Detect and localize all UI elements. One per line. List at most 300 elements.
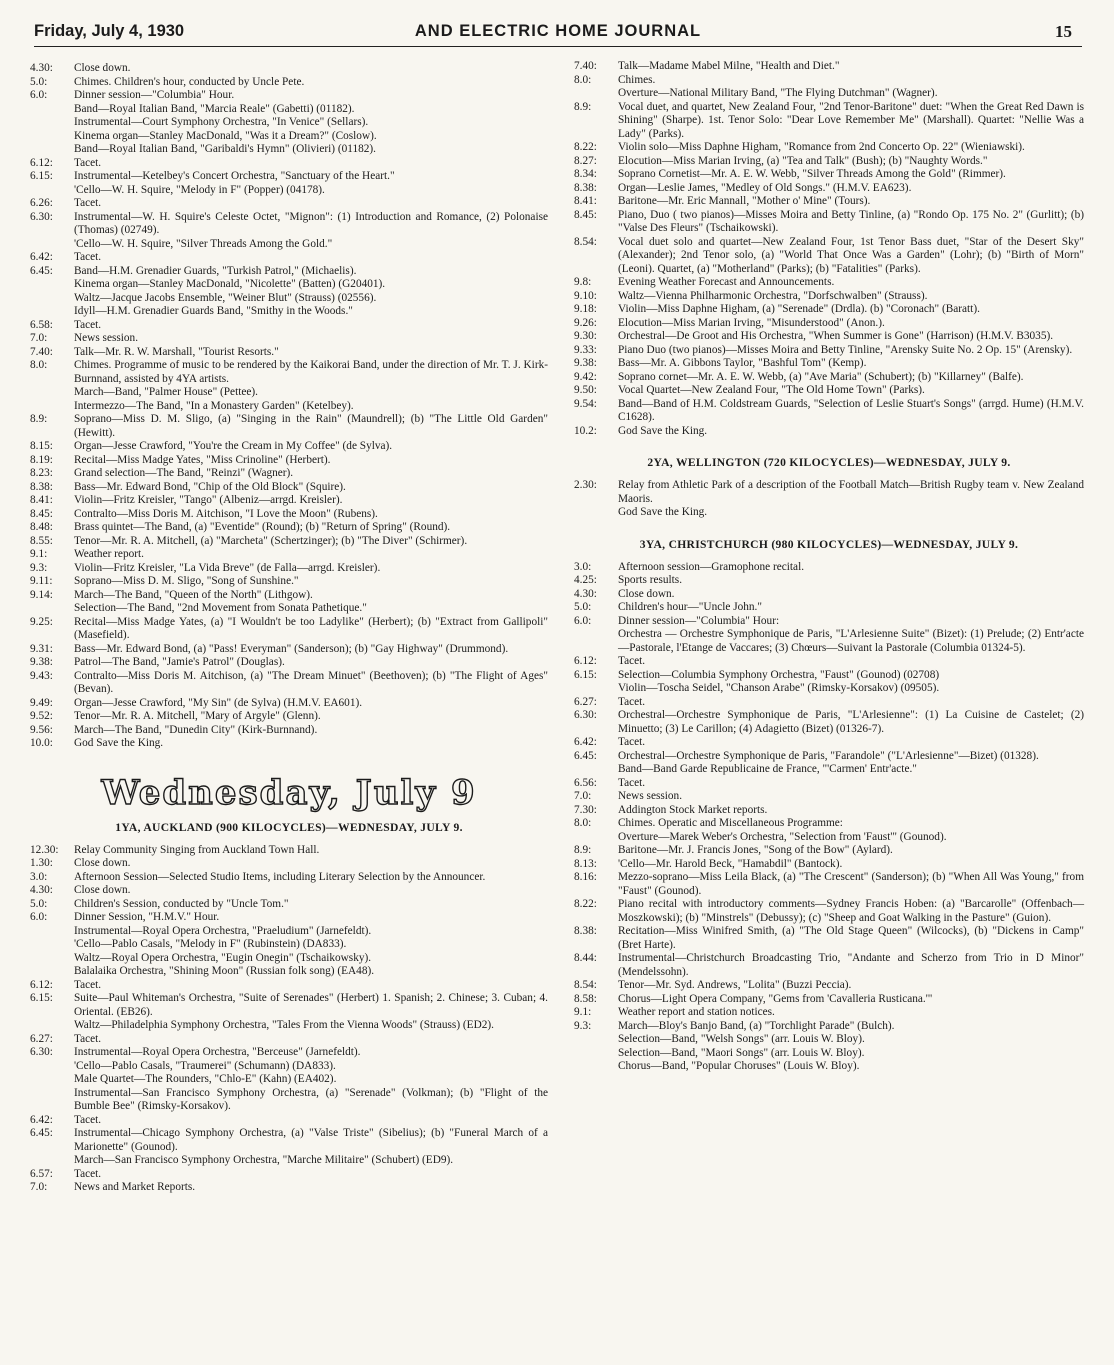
entry-line: Suite—Paul Whiteman's Orchestra, "Suite of Serenades" (Herbert) 1. Spanish; 2. Chinese; 3. Cuban; 4. Oriental. (EB26).	[74, 992, 551, 1018]
entry-line: Soprano Cornetist—Mr. A. E. W. Webb, "Silver Threads Among the Gold" (Rimmer).	[618, 168, 1006, 180]
entry-line: Evening Weather Forecast and Announcements.	[618, 276, 835, 288]
entry-line: Selection—Band, "Maori Songs" (arr. Louis W. Bloy).	[618, 1046, 865, 1059]
entry-line: Close down.	[74, 62, 131, 74]
program-entry	[574, 74, 1084, 101]
entry-line: News session.	[618, 790, 683, 802]
program-entry	[574, 952, 1087, 979]
program-list-1ya	[30, 843, 551, 1195]
program-entry	[30, 589, 548, 616]
entry-time: 6.42:	[30, 251, 53, 263]
entry-time: 9.1:	[30, 548, 48, 560]
program-entry	[574, 588, 1084, 602]
entry-line: Tacet.	[74, 318, 102, 331]
entry-line: Intermezzo—The Band, "In a Monastery Garden" (Ketelbey).	[74, 399, 354, 412]
entry-time: 8.41:	[574, 195, 597, 207]
entry-line: Bass—Mr. A. Gibbons Taylor, "Bashful Tom" (Kemp).	[618, 357, 867, 369]
entry-line: Bass—Mr. Edward Bond, "Chip of the Old Block" (Squire).	[74, 480, 346, 493]
program-entry	[30, 494, 548, 508]
entry-time: 8.22:	[574, 141, 597, 153]
entry-time: 5.0:	[30, 897, 48, 910]
entry-time: 6.58:	[30, 318, 53, 331]
entry-time: 9.1:	[574, 1006, 592, 1018]
entry-line: Talk—Mr. R. W. Marshall, "Tourist Resorts."	[74, 345, 279, 358]
entry-line: Weather report and station notices.	[618, 1006, 775, 1018]
entry-time: 7.0:	[30, 332, 48, 344]
program-entry	[30, 669, 551, 697]
entry-line: Orchestra — Orchestre Symphonique de Paris, "L'Arlesienne Suite" (Bizet): (1) Prelude; (2) Entr'acte—Pastorale, l'Etange de Vaccares; (3) Chœurs—Suivant la Pastorale (Columbia 01324-5).	[618, 628, 1084, 654]
entry-line: Dinner session—"Columbia" Hour:	[618, 614, 780, 627]
entry-time: 9.42:	[574, 370, 597, 383]
entry-time: 8.45:	[30, 507, 53, 520]
entry-time: 8.55:	[30, 534, 53, 547]
program-entry	[30, 979, 548, 993]
entry-time: 8.38:	[574, 181, 597, 194]
program-entry	[574, 357, 1084, 371]
program-entry	[574, 993, 1084, 1007]
entry-line: Organ—Jesse Crawford, "You're the Cream in My Coffee" (de Sylva).	[74, 440, 393, 452]
program-entry	[574, 195, 1084, 209]
entry-line: Bass—Mr. Edward Bond, (a) "Pass! Everyman" (Sanderson); (b) "Gay Highway" (Drummond).	[74, 642, 509, 655]
program-entry	[30, 548, 548, 562]
entry-time: 9.25:	[30, 615, 53, 628]
entry-line: Talk—Madame Mabel Milne, "Health and Diet."	[618, 60, 840, 72]
program-entry	[574, 425, 1084, 439]
program-entry	[574, 844, 1084, 858]
entry-time: 6.56:	[574, 776, 597, 789]
entry-time: 8.58:	[574, 992, 597, 1005]
entry-line: Soprano—Miss D. M. Sligo, "Song of Sunshine."	[74, 575, 299, 587]
program-entry	[30, 454, 548, 468]
entry-line: Tacet.	[74, 1113, 102, 1126]
entry-time: 9.38:	[574, 357, 597, 369]
program-entry	[30, 844, 548, 858]
entry-line: Tacet.	[618, 655, 646, 667]
page-number: 15	[1055, 22, 1072, 41]
program-entry	[574, 276, 1084, 290]
journal-title: AND ELECTRIC HOME JOURNAL	[414, 22, 702, 40]
entry-time: 6.45:	[30, 264, 53, 277]
entry-line: Dinner session—"Columbia" Hour.	[74, 89, 235, 101]
program-entry	[30, 615, 551, 643]
entry-time: 9.52:	[30, 710, 53, 722]
program-entry	[30, 575, 548, 589]
entry-time: 9.3:	[574, 1019, 592, 1032]
entry-time: 6.30:	[30, 210, 53, 223]
entry-line: Weather report.	[74, 548, 144, 560]
entry-line: Violin—Miss Daphne Higham, (a) "Serenade" (Drdla). (b) "Coronach" (Baratt).	[618, 303, 980, 315]
entry-time: 7.40:	[574, 60, 597, 72]
program-entry	[30, 521, 548, 535]
program-entry	[30, 197, 548, 211]
entry-line: 'Cello—Mr. Harold Beck, "Hamabdil" (Bantock).	[618, 857, 843, 870]
entry-line: God Save the King.	[618, 424, 708, 437]
entry-time: 9.14:	[30, 588, 53, 601]
program-entry	[574, 696, 1084, 710]
entry-time: 6.30:	[574, 709, 597, 721]
entry-line: Tacet.	[74, 978, 102, 991]
entry-line: Close down.	[618, 587, 675, 600]
entry-line: Chorus—Band, "Popular Choruses" (Louis W. Bloy).	[618, 1060, 860, 1072]
entry-line: Relay from Athletic Park of a description of the Football Match—British Rugby team v. New Zealand Maoris.	[618, 479, 1087, 505]
entry-time: 9.3:	[30, 561, 48, 574]
entry-time: 8.45:	[574, 208, 597, 221]
entry-line: Close down.	[74, 884, 131, 896]
entry-time: 8.54:	[574, 235, 597, 248]
program-entry	[30, 508, 548, 522]
entry-time: 6.45:	[30, 1127, 53, 1139]
entry-time: 9.31:	[30, 642, 53, 655]
entry-line: Band—Royal Italian Band, "Garibaldi's Hymn" (Olivieri) (01182).	[74, 143, 376, 155]
entry-line: Instrumental—Christchurch Broadcasting Trio, "Andante and Scherzo from Trio in D Minor" (Mendelssohn).	[618, 952, 1087, 978]
station-heading-1ya: 1YA, AUCKLAND (900 KILOCYCLES)—WEDNESDAY, JULY 9.	[115, 820, 463, 834]
entry-line: Band—Band Garde Republicaine de France, "'Carmen' Entr'acte."	[618, 763, 917, 775]
program-entry	[30, 697, 548, 711]
program-entry	[574, 384, 1084, 398]
program-entry	[574, 750, 1084, 777]
program-entry	[574, 817, 1084, 844]
entry-line: 'Cello—Pablo Casals, "Melody in F" (Rubinstein) (DA833).	[74, 938, 347, 950]
program-entry	[574, 330, 1084, 344]
entry-time: 2.30:	[574, 479, 597, 491]
entry-line: Baritone—Mr. J. Francis Jones, "Song of the Bow" (Aylard).	[618, 844, 893, 856]
entry-line: Waltz—Jacque Jacobs Ensemble, "Weiner Blut" (Strauss) (02556).	[74, 291, 377, 304]
program-entry	[30, 710, 548, 724]
program-entry	[574, 790, 1084, 804]
entry-time: 4.25:	[574, 574, 597, 586]
program-entry	[574, 1006, 1084, 1020]
entry-time: 8.9:	[574, 100, 592, 113]
entry-line: Waltz—Vienna Philharmonic Orchestra, "Dorfschwalben" (Strauss).	[618, 289, 928, 302]
entry-line: Soprano—Miss D. M. Sligo, (a) "Singing in the Rain" (Maundrell); (b) "The Little Old Garden" (Hewitt).	[74, 413, 551, 439]
program-entry	[574, 168, 1084, 182]
program-entry	[30, 737, 548, 751]
entry-time: 9.18:	[574, 303, 597, 315]
entry-line: Selection—The Band, "2nd Movement from Sonata Pathetique."	[74, 602, 367, 614]
program-entry	[574, 479, 1087, 520]
entry-time: 9.10:	[574, 289, 597, 302]
program-entry	[574, 155, 1084, 169]
program-entry	[574, 141, 1084, 155]
entry-time: 3.0:	[30, 870, 48, 883]
program-entry	[30, 656, 548, 670]
entry-line: Orchestral—Orchestre Symphonique de Paris, "L'Arlesienne": (1) La Cuisine de Castelet; (2) Minuetto; (3) Le Carillon; (4) Adagietto (Bizet) (01326-7).	[618, 709, 1087, 735]
entry-time: 9.56:	[30, 723, 53, 736]
program-entry	[30, 319, 548, 333]
entry-time: 9.11:	[30, 575, 53, 587]
program-entry	[30, 89, 548, 157]
entry-time: 6.27:	[30, 1032, 53, 1045]
entry-line: Vocal duet solo and quartet—New Zealand Four, 1st Tenor Bass duet, "Star of the Desert Sky" (Alexander); 2nd Tenor solo, (a) "World That Once Was a Garden" (Lohr); (b) "Birth of Morn" (Leoni). Quartet, (a) "Motherland" (Parks); (b) "Fatalities" (Parks).	[618, 235, 1087, 275]
entry-line: Instrumental—Royal Opera Orchestra, "Praeludium" (Jarnefeldt).	[74, 924, 372, 937]
entry-time: 10.0:	[30, 737, 53, 749]
entry-time: 6.12:	[574, 655, 597, 667]
program-entry	[30, 210, 551, 252]
program-entry	[30, 481, 548, 495]
program-entry	[574, 979, 1084, 993]
entry-line: Overture—National Military Band, "The Flying Dutchman" (Wagner).	[618, 87, 938, 99]
program-entry	[574, 898, 1084, 925]
entry-line: Brass quintet—The Band, (a) "Eventide" (Round); (b) "Return of Spring" (Round).	[74, 521, 451, 533]
entry-line: Tacet.	[618, 736, 646, 748]
entry-time: 7.0:	[30, 1181, 48, 1193]
entry-line: News session.	[74, 332, 139, 344]
program-entry	[30, 1127, 551, 1168]
entry-line: Piano recital with introductory comments—Sydney Francis Hoben: (a) "Barcarolle" (Offenbach—Moszkowski); (b) "Minstrels" (Debussy); (c) "Sheep and Goat Walking in the Pasture" (Guion).	[618, 898, 1084, 924]
entry-line: Violin—Toscha Seidel, "Chanson Arabe" (Rimsky-Korsakov) (09505).	[618, 682, 940, 694]
entry-line: Tacet.	[618, 776, 646, 789]
program-entry	[574, 777, 1084, 791]
entry-time: 12.30:	[30, 843, 59, 856]
entry-time: 8.34:	[574, 168, 597, 180]
entry-line: Selection—Band, "Welsh Songs" (arr. Louis W. Bloy).	[618, 1033, 865, 1045]
program-list-4ya	[30, 62, 551, 751]
program-entry	[30, 265, 548, 319]
entry-time: 8.54:	[574, 979, 597, 991]
program-entry	[30, 157, 548, 171]
entry-line: Chorus—Light Opera Company, "Gems from 'Cavalleria Rusticana.'"	[618, 992, 933, 1005]
entry-line: March—Bloy's Banjo Band, (a) "Torchlight Parade" (Bulch).	[618, 1019, 895, 1032]
right-column	[574, 60, 1087, 1074]
program-entry	[574, 871, 1087, 898]
entry-time: 8.9:	[30, 413, 48, 425]
program-entry	[30, 898, 548, 912]
entry-line: Tacet.	[74, 1032, 102, 1045]
station-heading-3ya: 3YA, CHRISTCHURCH (980 KILOCYCLES)—WEDNESDAY, JULY 9.	[639, 537, 1019, 551]
entry-time: 5.0:	[574, 601, 592, 613]
program-entry	[30, 76, 548, 90]
entry-time: 6.26:	[30, 197, 53, 209]
entry-line: Male Quartet—The Rounders, "Chlo-E" (Kahn) (EA402).	[74, 1073, 337, 1085]
entry-line: Chimes.	[618, 73, 656, 86]
program-entry	[574, 317, 1084, 331]
entry-time: 8.19:	[30, 453, 53, 466]
program-entry	[574, 303, 1084, 317]
entry-time: 9.26:	[574, 316, 597, 329]
entry-line: Organ—Jesse Crawford, "My Sin" (de Sylva) (H.M.V. EA601).	[74, 696, 363, 709]
entry-line: Vocal Quartet—New Zealand Four, "The Old Home Town" (Parks).	[618, 384, 925, 396]
program-entry	[574, 371, 1084, 385]
program-entry	[30, 857, 548, 871]
program-entry	[574, 100, 1087, 142]
entry-time: 4.30:	[30, 62, 53, 74]
entry-line: 'Cello—W. H. Squire, "Melody in F" (Popper) (04178).	[74, 183, 325, 196]
entry-time: 8.27:	[574, 154, 597, 167]
program-entry	[574, 858, 1084, 872]
entry-time: 9.50:	[574, 384, 597, 396]
entry-time: 8.44:	[574, 952, 597, 964]
entry-line: Children's hour—"Uncle John."	[618, 601, 762, 613]
entry-time: 6.15:	[574, 668, 597, 681]
entry-time: 7.40:	[30, 345, 53, 358]
entry-line: Band—Royal Italian Band, "Marcia Reale" (Gabetti) (01182).	[74, 102, 355, 115]
entry-line: Tenor—Mr. Syd. Andrews, "Lolita" (Buzzi Peccia).	[618, 979, 852, 991]
entry-line: Selection—Columbia Symphony Orchestra, "Faust" (Gounod) (02708)	[618, 668, 940, 681]
program-entry	[30, 359, 548, 413]
program-entry	[574, 804, 1084, 818]
entry-line: March—Band, "Palmer House" (Pettee).	[74, 386, 258, 398]
program-entry	[30, 1114, 548, 1128]
entry-time: 6.27:	[574, 695, 597, 708]
entry-time: 6.15:	[30, 170, 53, 182]
program-entry	[30, 467, 548, 481]
entry-time: 6.30:	[30, 1046, 53, 1058]
program-entry	[574, 60, 1084, 74]
entry-line: 'Cello—W. H. Squire, "Silver Threads Among the Gold."	[74, 237, 333, 250]
entry-time: 8.38:	[30, 480, 53, 493]
program-entry	[30, 884, 548, 898]
program-list-2ya	[574, 479, 1087, 520]
entry-line: Orchestral—Orchestre Symphonique de Paris, "Farandole" ("L'Arlesienne"—Bizet) (01328).	[618, 749, 1039, 762]
entry-time: 8.23:	[30, 467, 53, 479]
entry-time: 8.13:	[574, 857, 597, 870]
entry-line: Violin—Fritz Kreisler, "Tango" (Albeniz—arrgd. Kreisler).	[74, 494, 343, 506]
page-header	[34, 20, 1082, 47]
entry-time: 8.41:	[30, 494, 53, 506]
program-entry	[30, 1181, 548, 1195]
program-entry	[574, 561, 1084, 575]
entry-time: 6.42:	[574, 736, 597, 748]
entry-time: 9.43:	[30, 669, 53, 682]
entry-time: 6.15:	[30, 992, 53, 1004]
program-entry	[30, 62, 548, 76]
entry-time: 5.0:	[30, 75, 48, 88]
entry-time: 8.22:	[574, 898, 597, 910]
entry-line: Organ—Leslie James, "Medley of Old Songs." (H.M.V. EA623).	[618, 181, 912, 194]
entry-line: Tacet.	[74, 197, 102, 209]
entry-time: 9.8:	[574, 276, 592, 288]
program-entry	[30, 251, 548, 265]
program-entry	[30, 1033, 548, 1047]
entry-line: Tacet.	[74, 251, 102, 263]
entry-line: Recital—Miss Madge Yates, (a) "I Wouldn't be too Ladylike" (Herbert); (b) "Extract from Gallipoli" (Masefield).	[74, 615, 551, 641]
entry-time: 8.9:	[574, 844, 592, 856]
program-entry	[30, 440, 548, 454]
program-entry	[574, 601, 1084, 615]
entry-line: Waltz—Royal Opera Orchestra, "Eugin Onegin" (Tschaikowsky).	[74, 951, 372, 964]
entry-line: 'Cello—Pablo Casals, "Traumerei" (Schumann) (DA833).	[74, 1059, 336, 1072]
program-entry	[574, 574, 1084, 588]
program-entry	[574, 290, 1084, 304]
entry-line: Kinema organ—Stanley MacDonald, "Nicolette" (Batten) (G20401).	[74, 278, 386, 290]
entry-time: 10.2:	[574, 424, 597, 437]
program-entry	[574, 344, 1084, 358]
entry-time: 9.30:	[574, 330, 597, 342]
entry-line: March—The Band, "Queen of the North" (Lithgow).	[74, 588, 313, 601]
entry-time: 6.45:	[574, 749, 597, 762]
entry-time: 6.0:	[30, 89, 48, 101]
entry-line: March—San Francisco Symphony Orchestra, "Marche Militaire" (Schubert) (ED9).	[74, 1154, 454, 1166]
entry-line: Tacet.	[74, 1167, 102, 1180]
entry-time: 7.30:	[574, 803, 597, 816]
entry-line: Vocal duet, and quartet, New Zealand Four, "2nd Tenor-Baritone" duet: "When the Great Red Dawn is Shining" (Sharpe). 1st. Tenor Solo: "Dear Love Remember Me" (Marshall). Quartet: "Nellie Was a Lady" (Parks).	[618, 100, 1087, 140]
entry-line: Contralto—Miss Doris M. Aitchison, "I Love the Moon" (Rubens).	[74, 507, 378, 520]
entry-line: Tacet.	[74, 156, 102, 169]
entry-line: Addington Stock Market reports.	[618, 803, 768, 816]
program-entry	[30, 413, 551, 440]
entry-line: Baritone—Mr. Eric Mannall, "Mother o' Mine" (Tours).	[618, 195, 871, 207]
entry-line: Tenor—Mr. R. A. Mitchell, (a) "Marcheta" (Schertzinger); (b) "The Diver" (Schirmer).	[74, 534, 468, 547]
entry-line: Afternoon session—Gramophone recital.	[618, 560, 805, 573]
entry-time: 8.0:	[30, 359, 48, 371]
entry-line: Elocution—Miss Marian Irving, "Misunderstood" (Anon.).	[618, 316, 885, 329]
entry-time: 6.57:	[30, 1167, 53, 1180]
entry-time: 3.0:	[574, 560, 592, 573]
program-entry	[574, 925, 1087, 952]
program-entry	[574, 655, 1084, 669]
entry-time: 1.30:	[30, 857, 53, 869]
entry-line: Mezzo-soprano—Miss Leila Black, (a) "The Crescent" (Sanderson); (b) "When All Was Young," from "Faust" (Gounod).	[618, 871, 1087, 897]
entry-line: Afternoon Session—Selected Studio Items, including Literary Selection by the Announcer.	[74, 870, 486, 883]
entry-line: Close down.	[74, 857, 131, 869]
entry-time: 9.54:	[574, 397, 597, 410]
entry-time: 9.38:	[30, 656, 53, 668]
entry-time: 4.30:	[574, 587, 597, 600]
program-entry	[574, 1020, 1084, 1074]
entry-time: 6.12:	[30, 156, 53, 169]
entry-line: Overture—Marek Weber's Orchestra, "Selection from 'Faust'" (Gounod).	[618, 830, 947, 843]
entry-time: 8.38:	[574, 925, 597, 937]
entry-time: 6.0:	[30, 911, 48, 923]
entry-line: Tacet.	[618, 695, 646, 708]
entry-line: Violin—Fritz Kreisler, "La Vida Breve" (de Falla—arrgd. Kreisler).	[74, 561, 381, 574]
entry-line: Idyll—H.M. Grenadier Guards Band, "Smithy in the Woods."	[74, 305, 353, 317]
program-entry	[30, 332, 548, 346]
issue-date: Friday, July 4, 1930	[34, 22, 185, 40]
left-column	[30, 62, 551, 1195]
entry-line: Instrumental—W. H. Squire's Celeste Octet, "Mignon": (1) Introduction and Romance, (2) Polonaise (Thomas) (02749).	[74, 210, 551, 236]
entry-line: Recitation—Miss Winifred Smith, (a) "The Old Stage Queen" (Wilcocks), (b) "Dickens in Camp" (Bret Harte).	[618, 925, 1087, 951]
entry-time: 6.42:	[30, 1113, 53, 1126]
entry-line: Waltz—Philadelphia Symphony Orchestra, "Tales From the Vienna Woods" (Strauss) (ED2).	[74, 1019, 494, 1031]
program-entry	[30, 170, 548, 197]
program-entry	[30, 643, 548, 657]
entry-line: Instrumental—Ketelbey's Concert Orchestra, "Sanctuary of the Heart."	[74, 170, 395, 182]
entry-line: Tenor—Mr. R. A. Mitchell, "Mary of Argyle" (Glenn).	[74, 710, 321, 722]
entry-line: Band—H.M. Grenadier Guards, "Turkish Patrol," (Michaelis).	[74, 264, 357, 277]
program-entry	[574, 736, 1084, 750]
entry-line: Children's Session, conducted by "Uncle Tom."	[74, 897, 289, 910]
program-entry	[30, 911, 548, 979]
entry-line: Balalaika Orchestra, "Shining Moon" (Russian folk song) (EA48).	[74, 965, 375, 977]
program-entry	[30, 1046, 551, 1114]
entry-line: Dinner Session, "H.M.V." Hour.	[74, 911, 220, 923]
program-entry	[574, 182, 1084, 196]
program-list-3ya	[574, 560, 1087, 1074]
entry-time: 8.0:	[574, 817, 592, 829]
entry-line: Band—Band of H.M. Coldstream Guards, "Selection of Leslie Stuart's Songs" (arrgd. Hume) (H.M.V. C1628).	[618, 397, 1087, 423]
entry-time: 6.0:	[574, 614, 592, 627]
program-entry	[30, 992, 551, 1033]
entry-time: 7.0:	[574, 790, 592, 802]
program-list-4ya-cont	[574, 60, 1087, 438]
entry-line: God Save the King.	[618, 506, 708, 518]
entry-line: Piano Duo (two pianos)—Misses Moira and Betty Tinline, "Arensky Suite No. 2 Op. 15" (Arensky).	[618, 343, 1073, 356]
entry-time: 9.33:	[574, 343, 597, 356]
entry-line: Chimes. Children's hour, conducted by Uncle Pete.	[74, 75, 305, 88]
entry-line: Soprano cornet—Mr. A. E. W. Webb, (a) "Ave Maria" (Schubert); (b) "Killarney" (Balfe).	[618, 370, 1024, 383]
entry-time: 4.30:	[30, 884, 53, 896]
entry-line: Instrumental—Royal Opera Orchestra, "Berceuse" (Jarnefeldt).	[74, 1046, 361, 1058]
entry-line: Relay Community Singing from Auckland Town Hall.	[74, 843, 320, 856]
program-entry	[574, 669, 1084, 696]
program-entry	[574, 208, 1087, 236]
entry-line: Contralto—Miss Doris M. Aitchison, (a) "The Dream Minuet" (Beethoven); (b) "The Flight of Ages" (Bevan).	[74, 669, 551, 695]
entry-line: Kinema organ—Stanley MacDonald, "Was it a Dream?" (Coslow).	[74, 129, 377, 142]
entry-line: March—The Band, "Dunedin City" (Kirk-Burnnand).	[74, 723, 318, 736]
entry-line: Instrumental—Chicago Symphony Orchestra, (a) "Valse Triste" (Sibelius); (b) "Funeral March of a Marionette" (Gounod).	[74, 1127, 551, 1153]
entry-line: Patrol—The Band, "Jamie's Patrol" (Douglas).	[74, 656, 285, 668]
program-entry	[30, 535, 548, 549]
